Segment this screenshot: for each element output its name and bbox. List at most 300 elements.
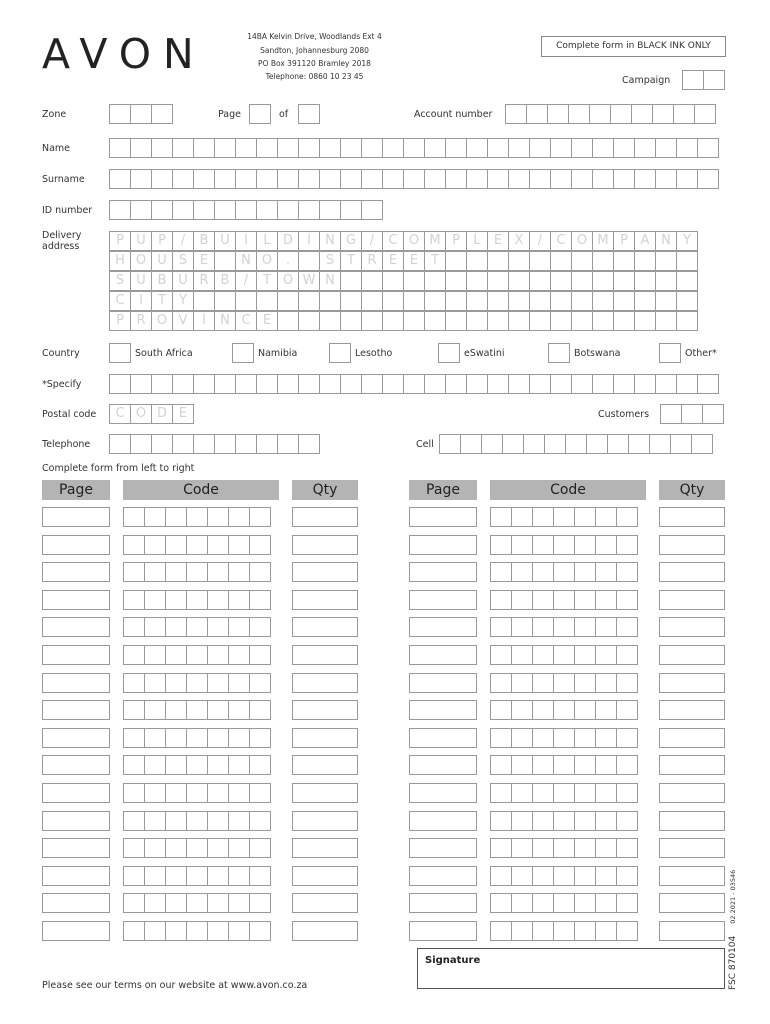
- input-cell[interactable]: [298, 169, 320, 189]
- input-cell[interactable]: [676, 169, 698, 189]
- input-cell[interactable]: [592, 374, 614, 394]
- address-cell[interactable]: [529, 271, 551, 291]
- address-cell[interactable]: [529, 311, 551, 331]
- left-order-code-field[interactable]: [123, 562, 271, 582]
- right-order-qty-field[interactable]: [659, 673, 725, 693]
- code-cell[interactable]: [186, 893, 208, 913]
- code-cell[interactable]: [186, 838, 208, 858]
- code-cell[interactable]: [574, 783, 596, 803]
- right-order-page-field[interactable]: [409, 617, 477, 637]
- code-cell[interactable]: [207, 866, 229, 886]
- code-cell[interactable]: [144, 617, 166, 637]
- input-cell[interactable]: [382, 374, 404, 394]
- address-cell[interactable]: [655, 291, 677, 311]
- input-cell[interactable]: [277, 169, 299, 189]
- code-cell[interactable]: [123, 893, 145, 913]
- input-cell[interactable]: [130, 169, 152, 189]
- code-cell[interactable]: [186, 866, 208, 886]
- address-line-building[interactable]: [109, 231, 698, 251]
- address-cell[interactable]: [487, 271, 509, 291]
- address-cell[interactable]: [508, 271, 530, 291]
- code-cell[interactable]: [123, 535, 145, 555]
- right-order-code-field[interactable]: [490, 838, 638, 858]
- code-cell[interactable]: [165, 590, 187, 610]
- input-cell[interactable]: [256, 169, 278, 189]
- input-cell[interactable]: [505, 104, 527, 124]
- code-cell[interactable]: [144, 590, 166, 610]
- code-cell[interactable]: [165, 535, 187, 555]
- address-cell[interactable]: /: [172, 231, 194, 251]
- right-order-code-field[interactable]: [490, 921, 638, 941]
- input-cell[interactable]: [439, 434, 461, 454]
- left-order-page-field[interactable]: [42, 755, 110, 775]
- right-order-page-field[interactable]: [409, 535, 477, 555]
- input-cell[interactable]: [607, 434, 629, 454]
- address-cell[interactable]: [424, 311, 446, 331]
- code-cell[interactable]: [616, 590, 638, 610]
- namibia-checkbox[interactable]: [232, 343, 254, 363]
- code-cell[interactable]: [228, 811, 250, 831]
- code-cell[interactable]: [228, 645, 250, 665]
- input-cell[interactable]: [681, 404, 703, 424]
- code-cell[interactable]: [595, 811, 617, 831]
- left-order-code-field[interactable]: [123, 617, 271, 637]
- address-cell[interactable]: N: [655, 231, 677, 251]
- code-cell[interactable]: [228, 893, 250, 913]
- address-cell[interactable]: I: [193, 311, 215, 331]
- code-cell[interactable]: [511, 783, 533, 803]
- address-cell[interactable]: [340, 291, 362, 311]
- left-order-code-field[interactable]: [123, 838, 271, 858]
- code-cell[interactable]: [511, 535, 533, 555]
- address-cell[interactable]: P: [445, 231, 467, 251]
- input-cell[interactable]: [130, 200, 152, 220]
- code-cell[interactable]: [490, 562, 512, 582]
- input-cell[interactable]: [655, 169, 677, 189]
- code-cell[interactable]: [207, 811, 229, 831]
- address-cell[interactable]: [550, 311, 572, 331]
- code-cell[interactable]: [490, 535, 512, 555]
- address-cell[interactable]: E: [487, 231, 509, 251]
- code-cell[interactable]: [165, 562, 187, 582]
- input-cell[interactable]: [235, 434, 257, 454]
- input-cell[interactable]: [529, 169, 551, 189]
- code-cell[interactable]: [186, 645, 208, 665]
- address-cell[interactable]: [613, 311, 635, 331]
- address-line-city[interactable]: [109, 291, 698, 311]
- code-cell[interactable]: [249, 590, 271, 610]
- input-cell[interactable]: [109, 200, 131, 220]
- address-cell[interactable]: [529, 291, 551, 311]
- address-cell[interactable]: /: [235, 271, 257, 291]
- campaign-cell[interactable]: [703, 70, 725, 90]
- input-cell[interactable]: [613, 374, 635, 394]
- address-cell[interactable]: [298, 291, 320, 311]
- input-cell[interactable]: [634, 169, 656, 189]
- code-cell[interactable]: [123, 783, 145, 803]
- code-cell[interactable]: [186, 783, 208, 803]
- code-cell[interactable]: [144, 838, 166, 858]
- input-cell[interactable]: [172, 374, 194, 394]
- code-cell[interactable]: [144, 562, 166, 582]
- input-cell[interactable]: [249, 104, 271, 124]
- input-cell[interactable]: [466, 169, 488, 189]
- address-cell[interactable]: E: [403, 251, 425, 271]
- right-order-qty-field[interactable]: [659, 562, 725, 582]
- address-line-suburb[interactable]: [109, 271, 698, 291]
- input-cell[interactable]: [109, 374, 131, 394]
- address-cell[interactable]: [550, 271, 572, 291]
- code-cell[interactable]: [490, 617, 512, 637]
- address-cell[interactable]: U: [172, 271, 194, 291]
- input-cell[interactable]: [319, 200, 341, 220]
- code-cell[interactable]: [553, 921, 575, 941]
- address-cell[interactable]: [445, 271, 467, 291]
- input-cell[interactable]: [544, 434, 566, 454]
- code-cell[interactable]: [532, 811, 554, 831]
- input-cell[interactable]: [109, 434, 131, 454]
- input-cell[interactable]: [592, 138, 614, 158]
- right-order-code-field[interactable]: [490, 866, 638, 886]
- code-cell[interactable]: [249, 645, 271, 665]
- code-cell[interactable]: [616, 893, 638, 913]
- address-cell[interactable]: [592, 251, 614, 271]
- code-cell[interactable]: [553, 755, 575, 775]
- code-cell[interactable]: [616, 673, 638, 693]
- code-cell[interactable]: [123, 562, 145, 582]
- left-order-qty-field[interactable]: [292, 838, 358, 858]
- code-cell[interactable]: [490, 700, 512, 720]
- input-cell[interactable]: [277, 138, 299, 158]
- address-cell[interactable]: /: [361, 231, 383, 251]
- address-cell[interactable]: [613, 251, 635, 271]
- input-cell[interactable]: [487, 169, 509, 189]
- code-cell[interactable]: [207, 700, 229, 720]
- left-order-page-field[interactable]: [42, 783, 110, 803]
- input-cell[interactable]: [214, 434, 236, 454]
- code-cell[interactable]: [123, 700, 145, 720]
- code-cell[interactable]: [186, 811, 208, 831]
- input-cell[interactable]: [130, 434, 152, 454]
- code-cell[interactable]: [249, 755, 271, 775]
- other-checkbox[interactable]: [659, 343, 681, 363]
- code-cell[interactable]: [165, 921, 187, 941]
- address-cell[interactable]: N: [235, 251, 257, 271]
- input-cell[interactable]: [628, 434, 650, 454]
- code-cell[interactable]: [511, 700, 533, 720]
- input-cell[interactable]: [445, 374, 467, 394]
- input-cell[interactable]: [568, 104, 590, 124]
- code-cell[interactable]: [490, 838, 512, 858]
- address-cell[interactable]: W: [298, 271, 320, 291]
- left-order-page-field[interactable]: [42, 866, 110, 886]
- code-cell[interactable]: [553, 562, 575, 582]
- input-cell[interactable]: [523, 434, 545, 454]
- left-order-code-field[interactable]: [123, 811, 271, 831]
- address-cell[interactable]: B: [214, 271, 236, 291]
- code-cell[interactable]: [228, 783, 250, 803]
- address-cell[interactable]: [340, 311, 362, 331]
- code-cell[interactable]: [616, 645, 638, 665]
- right-order-code-field[interactable]: [490, 700, 638, 720]
- input-cell[interactable]: [550, 374, 572, 394]
- input-cell[interactable]: [151, 169, 173, 189]
- right-order-page-field[interactable]: [409, 507, 477, 527]
- address-cell[interactable]: U: [130, 231, 152, 251]
- code-cell[interactable]: [511, 811, 533, 831]
- code-cell[interactable]: [553, 866, 575, 886]
- code-cell[interactable]: [490, 921, 512, 941]
- code-cell[interactable]: [165, 507, 187, 527]
- address-cell[interactable]: [466, 251, 488, 271]
- address-cell[interactable]: P: [613, 231, 635, 251]
- input-cell[interactable]: [109, 169, 131, 189]
- address-line-street[interactable]: [109, 251, 698, 271]
- input-cell[interactable]: [445, 169, 467, 189]
- code-cell[interactable]: [228, 507, 250, 527]
- input-cell[interactable]: [298, 138, 320, 158]
- code-cell[interactable]: [249, 617, 271, 637]
- code-cell[interactable]: [165, 728, 187, 748]
- code-cell[interactable]: [553, 617, 575, 637]
- code-cell[interactable]: [490, 645, 512, 665]
- code-cell[interactable]: [532, 783, 554, 803]
- address-cell[interactable]: T: [151, 291, 173, 311]
- input-cell[interactable]: [172, 434, 194, 454]
- code-cell[interactable]: [574, 921, 596, 941]
- surname-field[interactable]: [109, 169, 719, 189]
- address-cell[interactable]: M: [424, 231, 446, 251]
- right-order-page-field[interactable]: [409, 673, 477, 693]
- input-cell[interactable]: [361, 169, 383, 189]
- address-cell[interactable]: /: [529, 231, 551, 251]
- code-cell[interactable]: [186, 728, 208, 748]
- input-cell[interactable]: [256, 138, 278, 158]
- postal-code-cell[interactable]: D: [151, 404, 173, 424]
- lesotho-checkbox[interactable]: [329, 343, 351, 363]
- address-cell[interactable]: [445, 311, 467, 331]
- input-cell[interactable]: [151, 434, 173, 454]
- code-cell[interactable]: [616, 811, 638, 831]
- address-cell[interactable]: T: [340, 251, 362, 271]
- code-cell[interactable]: [123, 507, 145, 527]
- input-cell[interactable]: [298, 434, 320, 454]
- right-order-page-field[interactable]: [409, 700, 477, 720]
- code-cell[interactable]: [123, 921, 145, 941]
- right-order-page-field[interactable]: [409, 590, 477, 610]
- input-cell[interactable]: [571, 169, 593, 189]
- left-order-qty-field[interactable]: [292, 866, 358, 886]
- right-order-code-field[interactable]: [490, 755, 638, 775]
- code-cell[interactable]: [165, 755, 187, 775]
- input-cell[interactable]: [130, 374, 152, 394]
- code-cell[interactable]: [595, 507, 617, 527]
- code-cell[interactable]: [144, 673, 166, 693]
- code-cell[interactable]: [490, 673, 512, 693]
- address-cell[interactable]: [529, 251, 551, 271]
- code-cell[interactable]: [616, 755, 638, 775]
- input-cell[interactable]: [691, 434, 713, 454]
- address-cell[interactable]: E: [256, 311, 278, 331]
- code-cell[interactable]: [616, 535, 638, 555]
- code-cell[interactable]: [186, 700, 208, 720]
- code-cell[interactable]: [616, 507, 638, 527]
- code-cell[interactable]: [532, 728, 554, 748]
- input-cell[interactable]: [130, 138, 152, 158]
- address-cell[interactable]: [634, 291, 656, 311]
- left-order-code-field[interactable]: [123, 866, 271, 886]
- code-cell[interactable]: [249, 811, 271, 831]
- code-cell[interactable]: [207, 645, 229, 665]
- right-order-qty-field[interactable]: [659, 893, 725, 913]
- address-cell[interactable]: [424, 271, 446, 291]
- input-cell[interactable]: [670, 434, 692, 454]
- left-order-qty-field[interactable]: [292, 700, 358, 720]
- address-cell[interactable]: P: [109, 231, 131, 251]
- input-cell[interactable]: [649, 434, 671, 454]
- address-cell[interactable]: [319, 291, 341, 311]
- right-order-page-field[interactable]: [409, 562, 477, 582]
- input-cell[interactable]: [592, 169, 614, 189]
- right-order-code-field[interactable]: [490, 811, 638, 831]
- input-cell[interactable]: [361, 138, 383, 158]
- input-cell[interactable]: [631, 104, 653, 124]
- input-cell[interactable]: [634, 138, 656, 158]
- input-cell[interactable]: [151, 104, 173, 124]
- address-cell[interactable]: [571, 291, 593, 311]
- address-cell[interactable]: O: [277, 271, 299, 291]
- code-cell[interactable]: [490, 590, 512, 610]
- input-cell[interactable]: [193, 374, 215, 394]
- code-cell[interactable]: [207, 838, 229, 858]
- input-cell[interactable]: [340, 169, 362, 189]
- input-cell[interactable]: [610, 104, 632, 124]
- right-order-qty-field[interactable]: [659, 838, 725, 858]
- address-cell[interactable]: [403, 271, 425, 291]
- address-cell[interactable]: [214, 291, 236, 311]
- left-order-code-field[interactable]: [123, 673, 271, 693]
- code-cell[interactable]: [207, 893, 229, 913]
- address-cell[interactable]: [214, 251, 236, 271]
- input-cell[interactable]: [109, 138, 131, 158]
- code-cell[interactable]: [249, 673, 271, 693]
- right-order-code-field[interactable]: [490, 617, 638, 637]
- input-cell[interactable]: [571, 374, 593, 394]
- right-order-page-field[interactable]: [409, 921, 477, 941]
- code-cell[interactable]: [165, 645, 187, 665]
- code-cell[interactable]: [532, 866, 554, 886]
- address-cell[interactable]: [655, 251, 677, 271]
- eswatini-checkbox[interactable]: [438, 343, 460, 363]
- address-cell[interactable]: [466, 271, 488, 291]
- address-cell[interactable]: [487, 311, 509, 331]
- address-cell[interactable]: [235, 291, 257, 311]
- address-cell[interactable]: U: [214, 231, 236, 251]
- code-cell[interactable]: [553, 811, 575, 831]
- input-cell[interactable]: [382, 169, 404, 189]
- right-order-qty-field[interactable]: [659, 783, 725, 803]
- left-order-qty-field[interactable]: [292, 535, 358, 555]
- address-cell[interactable]: E: [193, 251, 215, 271]
- address-cell[interactable]: [655, 271, 677, 291]
- code-cell[interactable]: [574, 507, 596, 527]
- address-cell[interactable]: [382, 291, 404, 311]
- right-order-code-field[interactable]: [490, 893, 638, 913]
- address-cell[interactable]: H: [109, 251, 131, 271]
- code-cell[interactable]: [616, 838, 638, 858]
- code-cell[interactable]: [532, 562, 554, 582]
- input-cell[interactable]: [655, 374, 677, 394]
- address-cell[interactable]: B: [151, 271, 173, 291]
- code-cell[interactable]: [228, 562, 250, 582]
- right-order-page-field[interactable]: [409, 728, 477, 748]
- input-cell[interactable]: [214, 169, 236, 189]
- signature-box[interactable]: [417, 948, 725, 989]
- input-cell[interactable]: [298, 200, 320, 220]
- input-cell[interactable]: [361, 374, 383, 394]
- left-order-code-field[interactable]: [123, 590, 271, 610]
- address-cell[interactable]: C: [550, 231, 572, 251]
- input-cell[interactable]: [256, 434, 278, 454]
- code-cell[interactable]: [616, 783, 638, 803]
- left-order-page-field[interactable]: [42, 700, 110, 720]
- input-cell[interactable]: [529, 138, 551, 158]
- input-cell[interactable]: [550, 138, 572, 158]
- input-cell[interactable]: [652, 104, 674, 124]
- address-cell[interactable]: R: [193, 271, 215, 291]
- code-cell[interactable]: [228, 728, 250, 748]
- code-cell[interactable]: [511, 617, 533, 637]
- code-cell[interactable]: [144, 811, 166, 831]
- input-cell[interactable]: [403, 138, 425, 158]
- input-cell[interactable]: [235, 138, 257, 158]
- address-cell[interactable]: N: [319, 231, 341, 251]
- code-cell[interactable]: [532, 700, 554, 720]
- address-cell[interactable]: [571, 271, 593, 291]
- code-cell[interactable]: [186, 590, 208, 610]
- address-cell[interactable]: [319, 311, 341, 331]
- right-order-page-field[interactable]: [409, 783, 477, 803]
- code-cell[interactable]: [532, 838, 554, 858]
- address-cell[interactable]: Y: [172, 291, 194, 311]
- code-cell[interactable]: [123, 866, 145, 886]
- code-cell[interactable]: [207, 728, 229, 748]
- code-cell[interactable]: [511, 728, 533, 748]
- code-cell[interactable]: [574, 673, 596, 693]
- left-order-qty-field[interactable]: [292, 755, 358, 775]
- address-cell[interactable]: E: [382, 251, 404, 271]
- code-cell[interactable]: [249, 700, 271, 720]
- left-order-page-field[interactable]: [42, 728, 110, 748]
- input-cell[interactable]: [565, 434, 587, 454]
- code-cell[interactable]: [553, 673, 575, 693]
- code-cell[interactable]: [574, 562, 596, 582]
- right-order-page-field[interactable]: [409, 838, 477, 858]
- address-cell[interactable]: X: [508, 231, 530, 251]
- address-cell[interactable]: O: [256, 251, 278, 271]
- left-order-page-field[interactable]: [42, 893, 110, 913]
- code-cell[interactable]: [228, 866, 250, 886]
- address-cell[interactable]: [298, 311, 320, 331]
- code-cell[interactable]: [123, 755, 145, 775]
- input-cell[interactable]: [547, 104, 569, 124]
- code-cell[interactable]: [595, 645, 617, 665]
- code-cell[interactable]: [249, 866, 271, 886]
- code-cell[interactable]: [144, 866, 166, 886]
- right-order-code-field[interactable]: [490, 783, 638, 803]
- input-cell[interactable]: [487, 374, 509, 394]
- right-order-code-field[interactable]: [490, 562, 638, 582]
